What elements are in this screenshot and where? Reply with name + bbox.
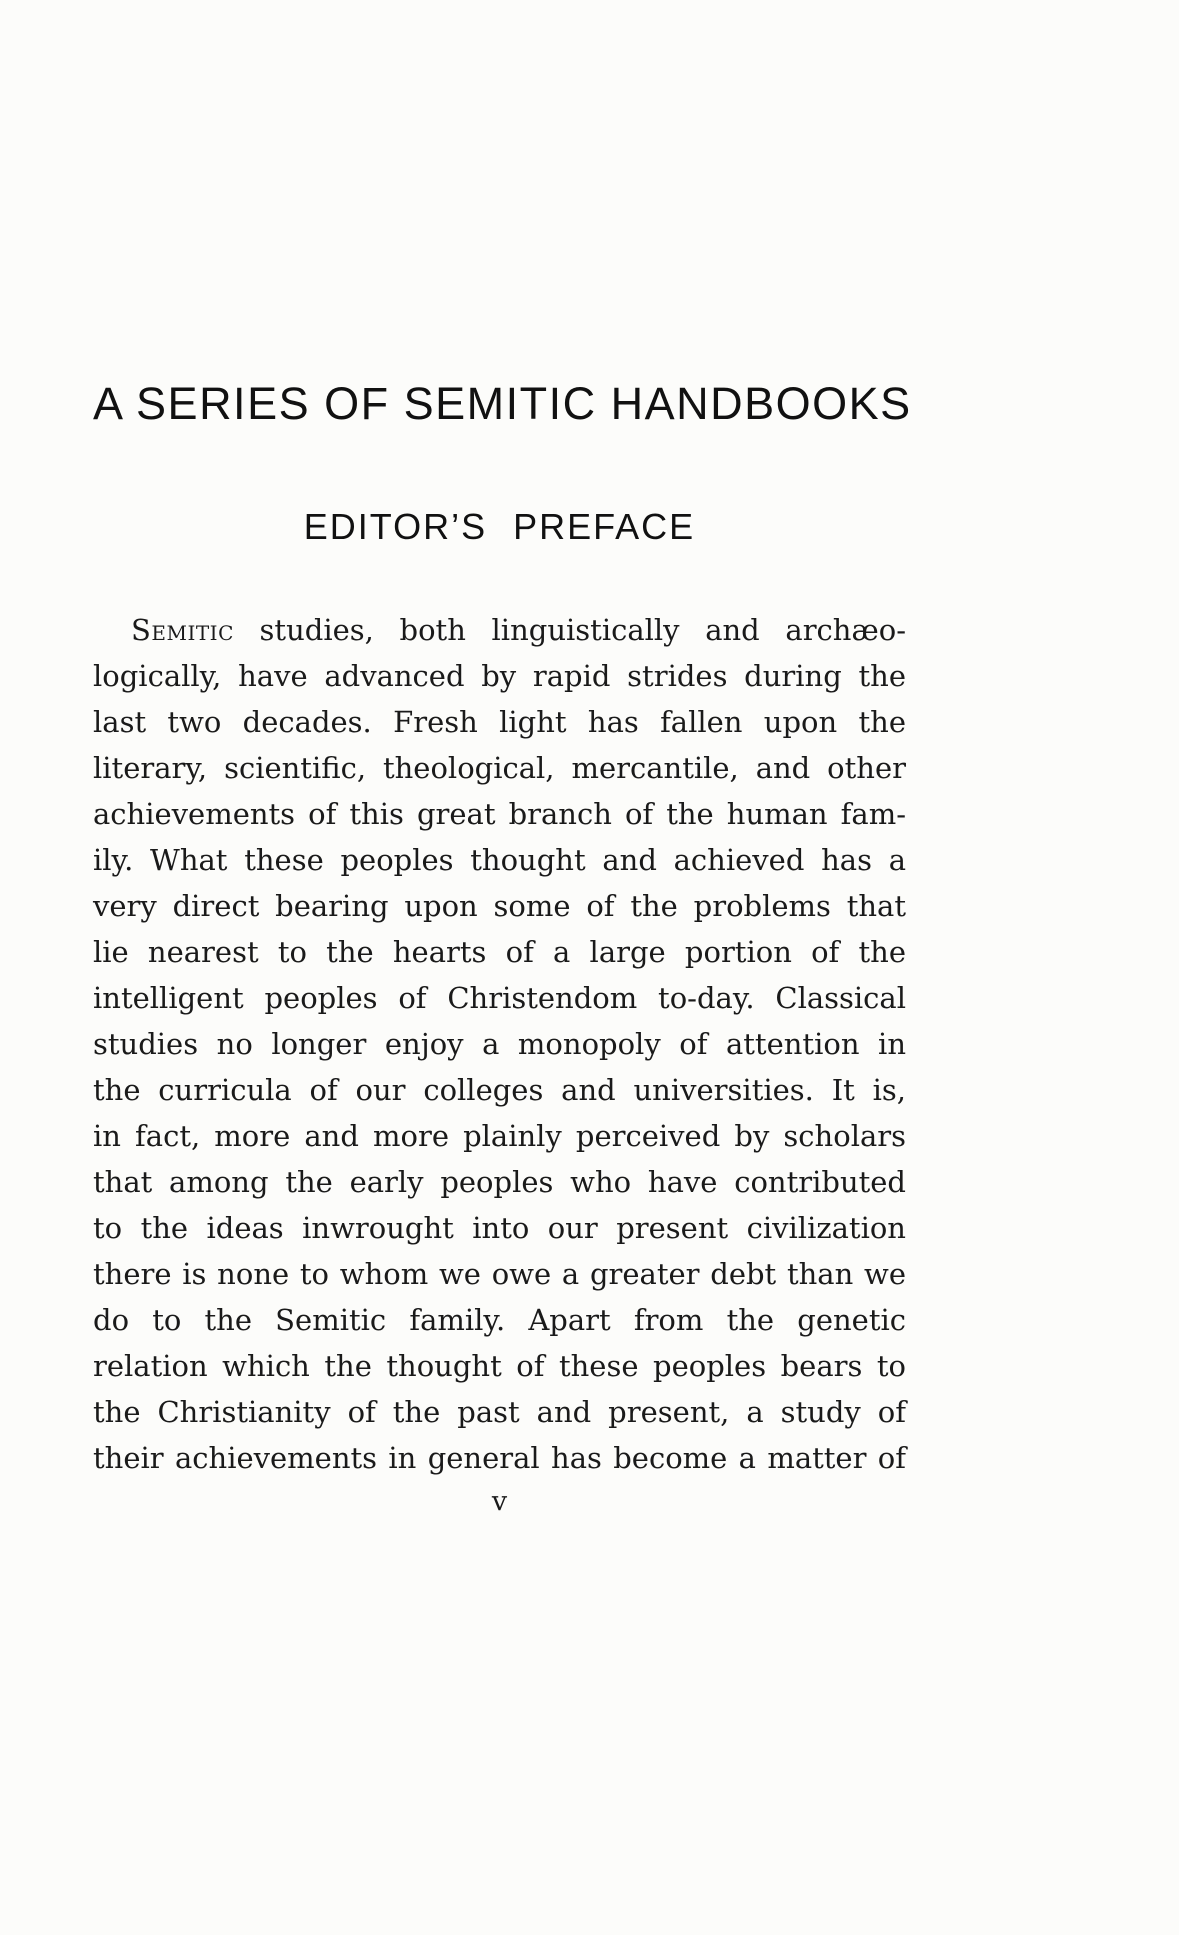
series-title: A SERIES OF SEMITIC HANDBOOKS — [93, 378, 912, 429]
text-line: logically, have advanced by rapid strides during the — [93, 659, 906, 693]
text-line: the curricula of our colleges and universities. It is, — [93, 1073, 906, 1107]
lead-word-smallcaps: Semitic — [131, 613, 234, 647]
text-line: very direct bearing upon some of the problems that — [93, 889, 906, 923]
text-line: relation which the thought of these peoples bears to — [93, 1349, 906, 1383]
text-line: that among the early peoples who have contributed — [93, 1165, 906, 1199]
text-line: intelligent peoples of Christendom to-day. Classical — [93, 981, 906, 1015]
preface-paragraph — [93, 607, 906, 1481]
text-line: there is none to whom we owe a greater debt than we — [93, 1257, 906, 1291]
text-line: the Christianity of the past and present, a study of — [93, 1395, 906, 1429]
text-line: lie nearest to the hearts of a large portion of the — [93, 935, 906, 969]
section-title: EDITOR’S PREFACE — [303, 506, 696, 547]
text-line: Semitic studies, both linguistically and archæo- — [131, 613, 906, 647]
text-line: literary, scientific, theological, mercantile, and other — [93, 751, 906, 785]
page-number: v — [491, 1486, 508, 1517]
text-line: their achievements in general has become a matter of — [93, 1441, 906, 1475]
text-column — [93, 0, 912, 1517]
text-line: achievements of this great branch of the human fam- — [93, 797, 906, 831]
text-line: in fact, more and more plainly perceived by scholars — [93, 1119, 906, 1153]
text-line: last two decades. Fresh light has fallen upon the — [93, 705, 906, 739]
text-line: to the ideas inwrought into our present civilization — [93, 1211, 906, 1245]
text-line: ily. What these peoples thought and achieved has a — [93, 843, 906, 877]
text-line: studies no longer enjoy a monopoly of attention in — [93, 1027, 906, 1061]
text-line: do to the Semitic family. Apart from the genetic — [93, 1303, 906, 1337]
